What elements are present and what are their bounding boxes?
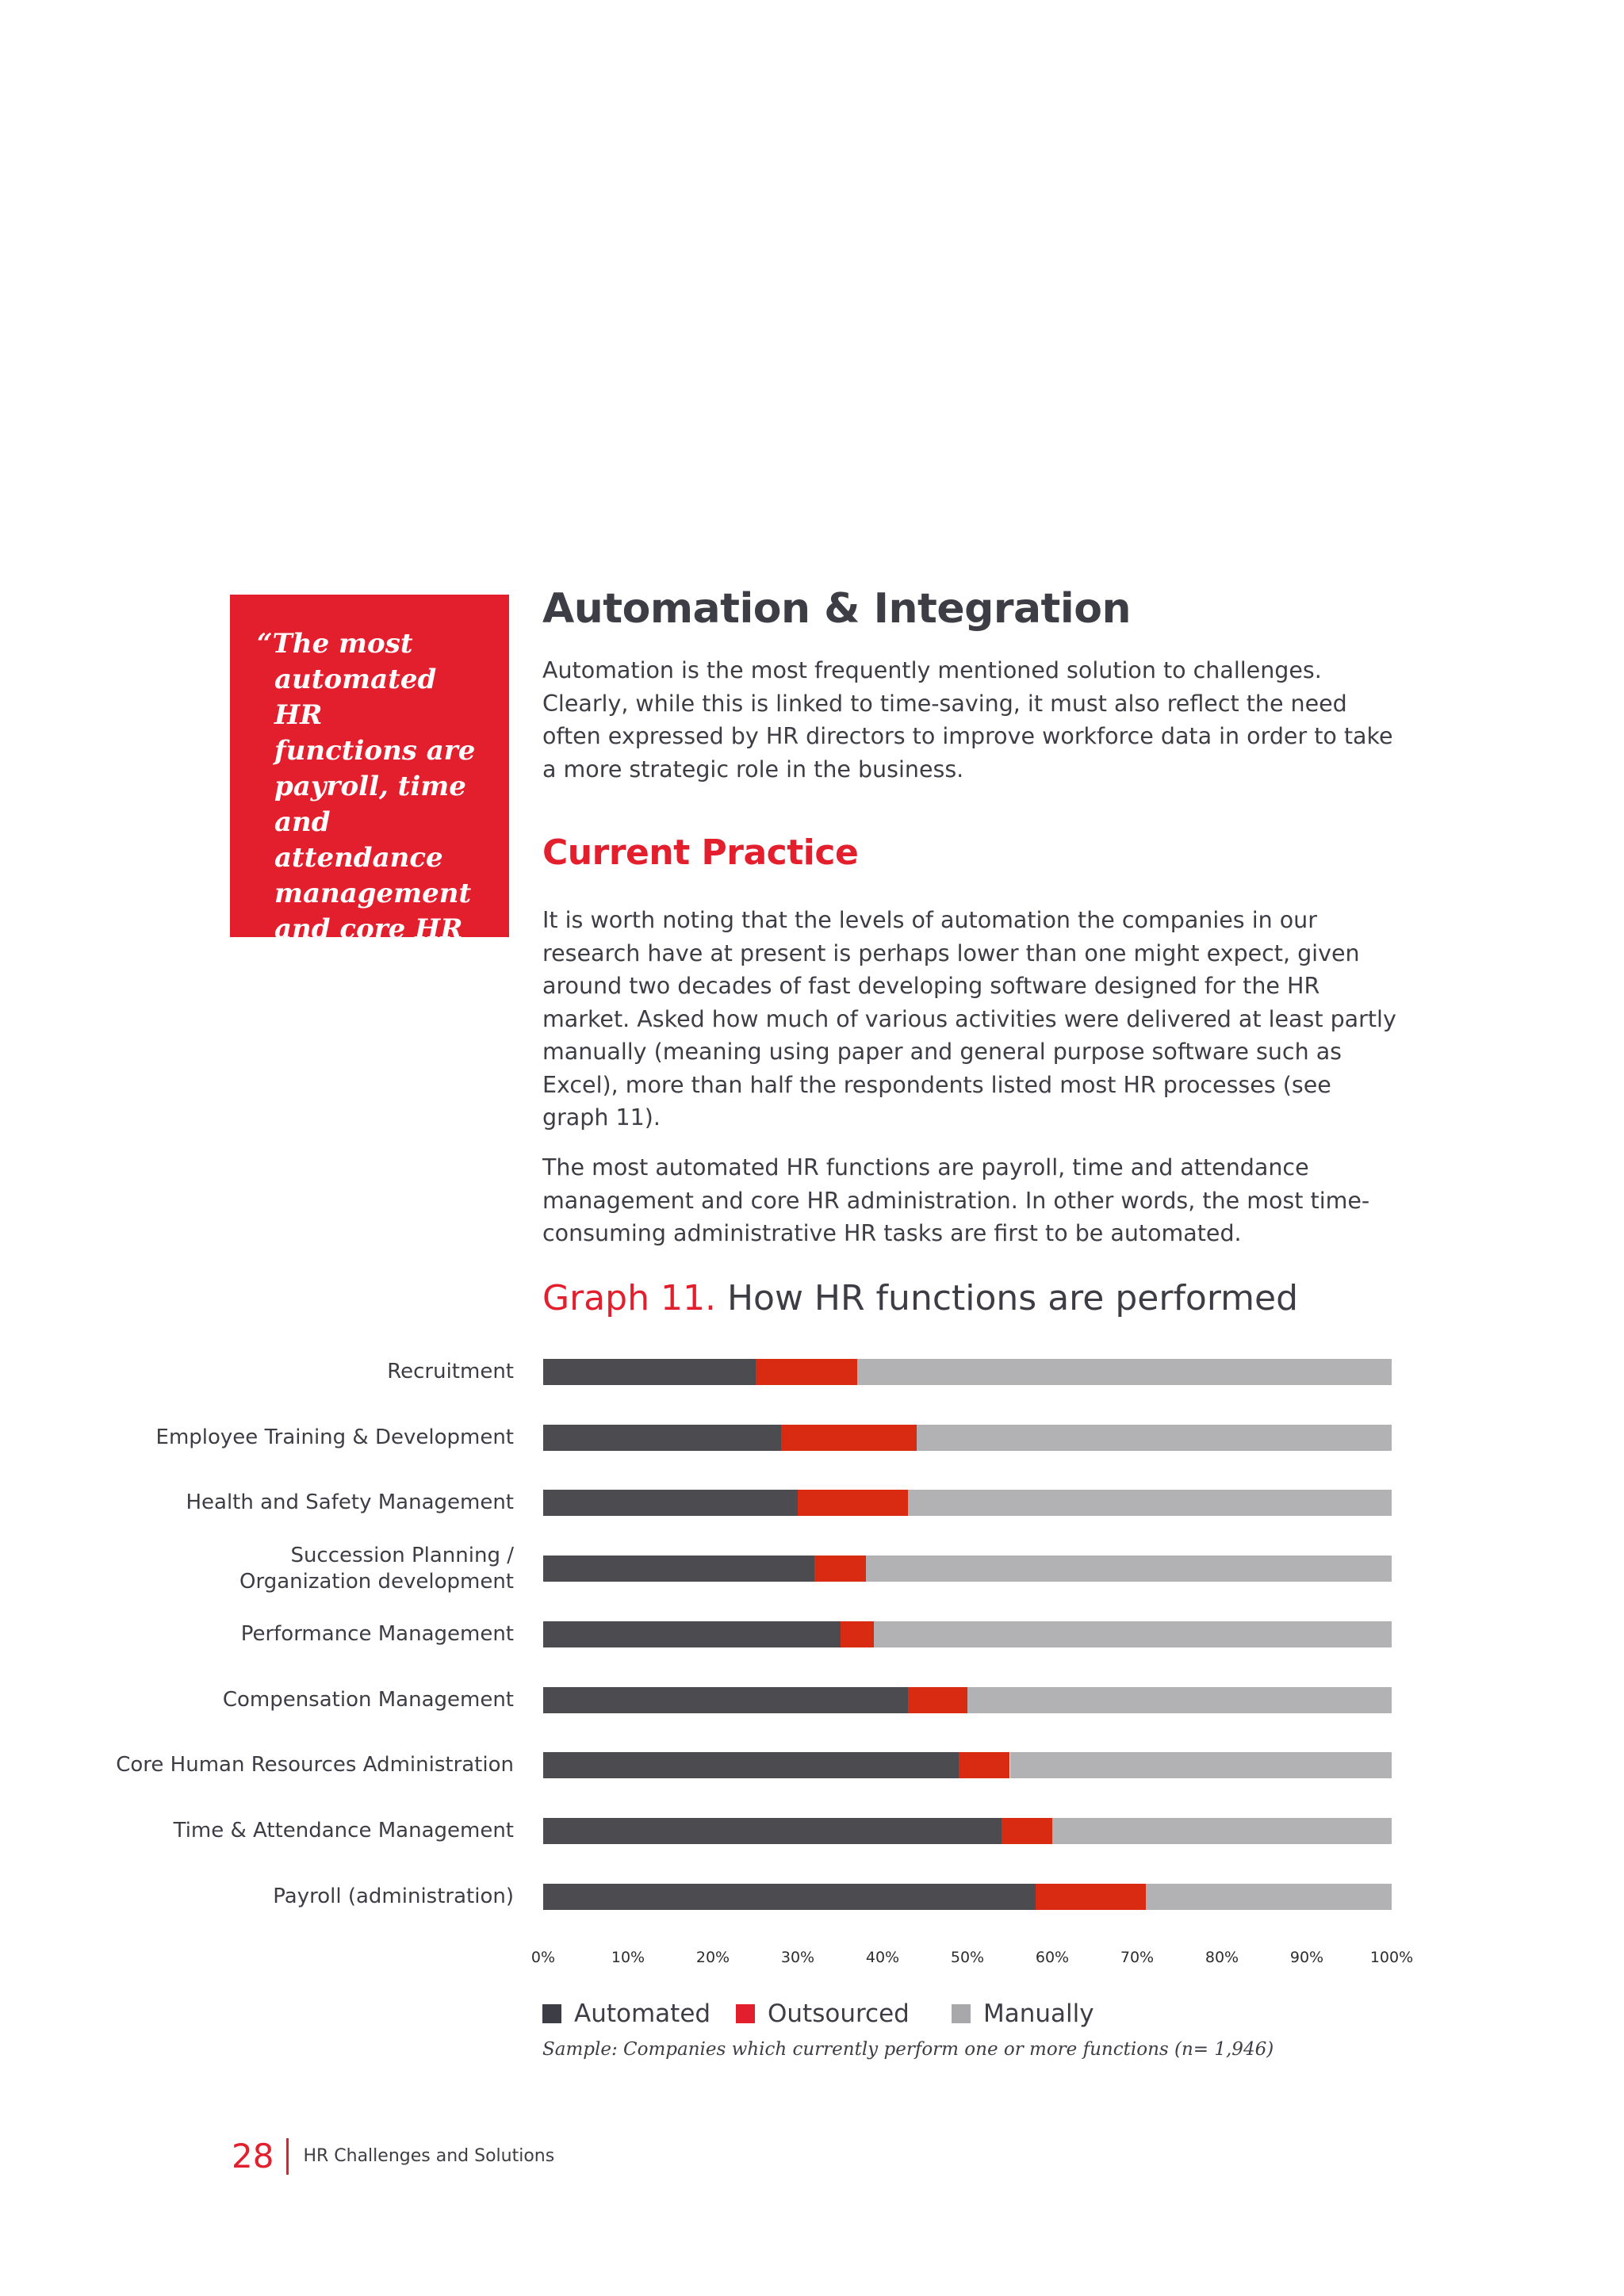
x-tick-label: 60% [1035,1949,1070,1966]
bar-manually-employee-training-development [917,1425,1392,1451]
bar-manually-compensation-management [967,1687,1392,1713]
x-tick-label: 80% [1205,1949,1239,1966]
graph-title-text: How HR functions are performed [726,1278,1299,1318]
practice-paragraph-2: The most automated HR functions are payroll, time and attendance management and core HR administration. In other words, the most time- consuming administrative HR tasks are first to be automated. [542,1154,1370,1246]
graph-title [542,1278,1298,1318]
bar-automated-employee-training-development [543,1425,781,1451]
category-label-time-attendance-management: Time & Attendance Management [173,1818,514,1843]
legend-label-automated: Automated [574,1999,711,2028]
bar-outsourced-recruitment [756,1359,857,1385]
category-label-employee-training-development: Employee Training & Development [155,1425,514,1449]
category-label-performance-management: Performance Management [240,1621,514,1646]
x-tick-label: 40% [865,1949,900,1966]
legend-swatch-manually [952,2004,971,2023]
category-label-recruitment: Recruitment [387,1360,514,1383]
legend-automated [542,1999,710,2028]
bar-automated-compensation-management [543,1687,908,1713]
category-label-health-and-safety-management: Health and Safety Management [186,1490,514,1515]
bar-manually-succession-planning-organization-development [866,1556,1392,1582]
footer-title: HR Challenges and Solutions [303,2146,555,2166]
bar-outsourced-payroll-administration [1036,1884,1146,1910]
bar-manually-payroll-administration [1146,1884,1392,1910]
bar-outsourced-succession-planning-organization-development [814,1556,865,1582]
x-tick-label: 10% [611,1949,645,1966]
page-footer [232,2137,554,2175]
x-tick-label: 70% [1120,1949,1155,1966]
bar-outsourced-health-and-safety-management [798,1490,908,1516]
bar-outsourced-performance-management [841,1621,875,1647]
legend-outsourced [736,1999,910,2028]
bar-automated-core-human-resources-administration [543,1752,959,1778]
category-label-core-human-resources-administration: Core Human Resources Administration [116,1753,514,1777]
bar-automated-succession-planning-organization-development [543,1556,814,1582]
category-label-succession-planning-organization-development: Succession Planning / Organization development [239,1543,514,1594]
sample-note: Sample: Companies which currently perform one or more functions (n= 1,946) [542,2039,1274,2060]
x-tick-label: 90% [1289,1949,1324,1966]
intro-paragraph: Automation is the most frequently mentioned solution to challenges. Clearly, while this is linked to time-saving, it must also reflect the need often expressed by HR directors to improve workforce data in order to take a more strategic role in the business. [542,657,1393,783]
footer-divider [286,2138,289,2175]
bar-outsourced-compensation-management [908,1687,967,1713]
x-tick-label: 50% [950,1949,985,1966]
bar-automated-performance-management [543,1621,841,1647]
legend-label-outsourced: Outsourced [768,1999,910,2028]
bar-automated-recruitment [543,1359,756,1385]
pull-quote-box [230,595,524,981]
x-tick-label: 30% [780,1949,815,1966]
bar-automated-health-and-safety-management [543,1490,798,1516]
legend-swatch-automated [542,2004,561,2023]
bar-automated-time-attendance-management [543,1818,1002,1844]
section-title: Automation & Integration [542,585,1131,633]
legend-label-manually: Manually [983,1999,1094,2028]
bar-outsourced-core-human-resources-administration [959,1752,1009,1778]
bar-manually-recruitment [857,1359,1392,1385]
bar-manually-performance-management [874,1621,1392,1647]
category-label-payroll-administration: Payroll (administration) [273,1884,514,1908]
bar-automated-payroll-administration [543,1884,1036,1910]
category-label-compensation-management: Compensation Management [222,1687,514,1712]
page-number: 28 [232,2137,274,2175]
bar-outsourced-time-attendance-management [1002,1818,1052,1844]
graph-number: Graph 11. [542,1278,716,1318]
x-tick-label: 100% [1369,1949,1414,1966]
x-tick-label: 0% [530,1949,556,1966]
bar-manually-time-attendance-management [1052,1818,1392,1844]
legend-swatch-outsourced [736,2004,755,2023]
x-tick-label: 20% [695,1949,730,1966]
legend-manually [952,1999,1094,2028]
subsection-title: Current Practice [542,832,859,873]
practice-paragraph-1: It is worth noting that the levels of automation the companies in our research have at present is perhaps lower than one might expect, given around two decades of fast developing software designed for the HR market. Asked how much of various activities were delivered at least partly manually (meaning using paper and general purpose software such as Excel), more than half the respondents listed most HR processes (see graph 11). [542,907,1396,1131]
pull-quote-text: “The most automated HR functions are payroll, time and attendance management and core HR administration.” [257,628,524,981]
bar-manually-health-and-safety-management [908,1490,1392,1516]
bar-outsourced-employee-training-development [781,1425,917,1451]
bar-manually-core-human-resources-administration [1010,1752,1392,1778]
